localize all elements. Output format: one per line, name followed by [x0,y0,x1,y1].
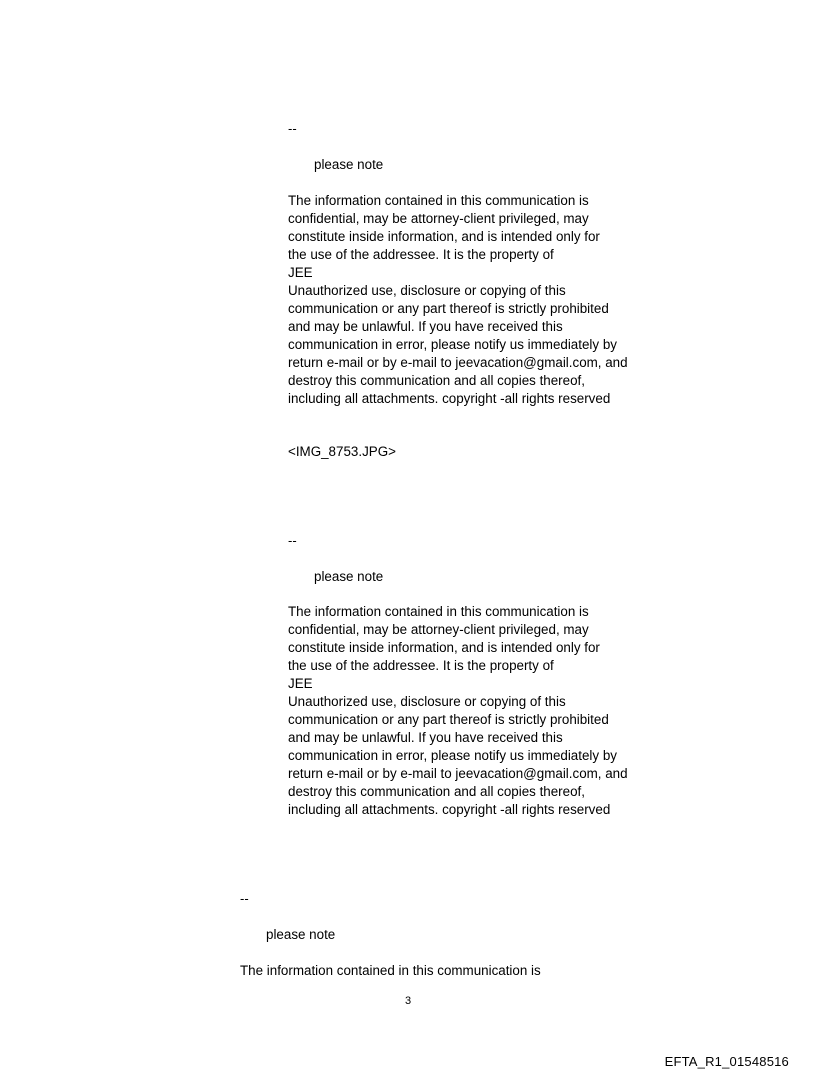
please-note-label: please note [266,927,336,942]
signature-separator: -- [288,533,297,548]
page-number: 3 [404,995,412,1007]
signature-separator: -- [288,121,297,136]
please-note-label: please note [314,569,384,584]
attachment-filename: <IMG_8753.JPG> [288,444,396,459]
confidentiality-disclaimer: The information contained in this communication is [240,963,541,978]
confidentiality-disclaimer: The information contained in this communication is confidential, may be attorney-client privileged, may constitute inside information, and is intended only for the use of the addressee. It is the property of JEE Unauthorized use, disclosure or copying of this communication or any part thereof is strictly prohibited and may be unlawful. If you have received this communication in error, please notify us immediately by return e-mail or by e-mail to jeevacation@gmail.com, and destroy this communication and all copies thereof, including all attachments. copyright -all rights reserved [288,193,628,406]
confidentiality-disclaimer: The information contained in this communication is confidential, may be attorney-client privileged, may constitute inside information, and is intended only for the use of the addressee. It is the property of JEE Unauthorized use, disclosure or copying of this communication or any part thereof is strictly prohibited and may be unlawful. If you have received this communication in error, please notify us immediately by return e-mail or by e-mail to jeevacation@gmail.com, and destroy this communication and all copies thereof, including all attachments. copyright -all rights reserved [288,604,628,817]
signature-separator: -- [240,891,249,906]
document-id: EFTA_R1_01548516 [664,1054,789,1069]
please-note-label: please note [314,157,384,172]
